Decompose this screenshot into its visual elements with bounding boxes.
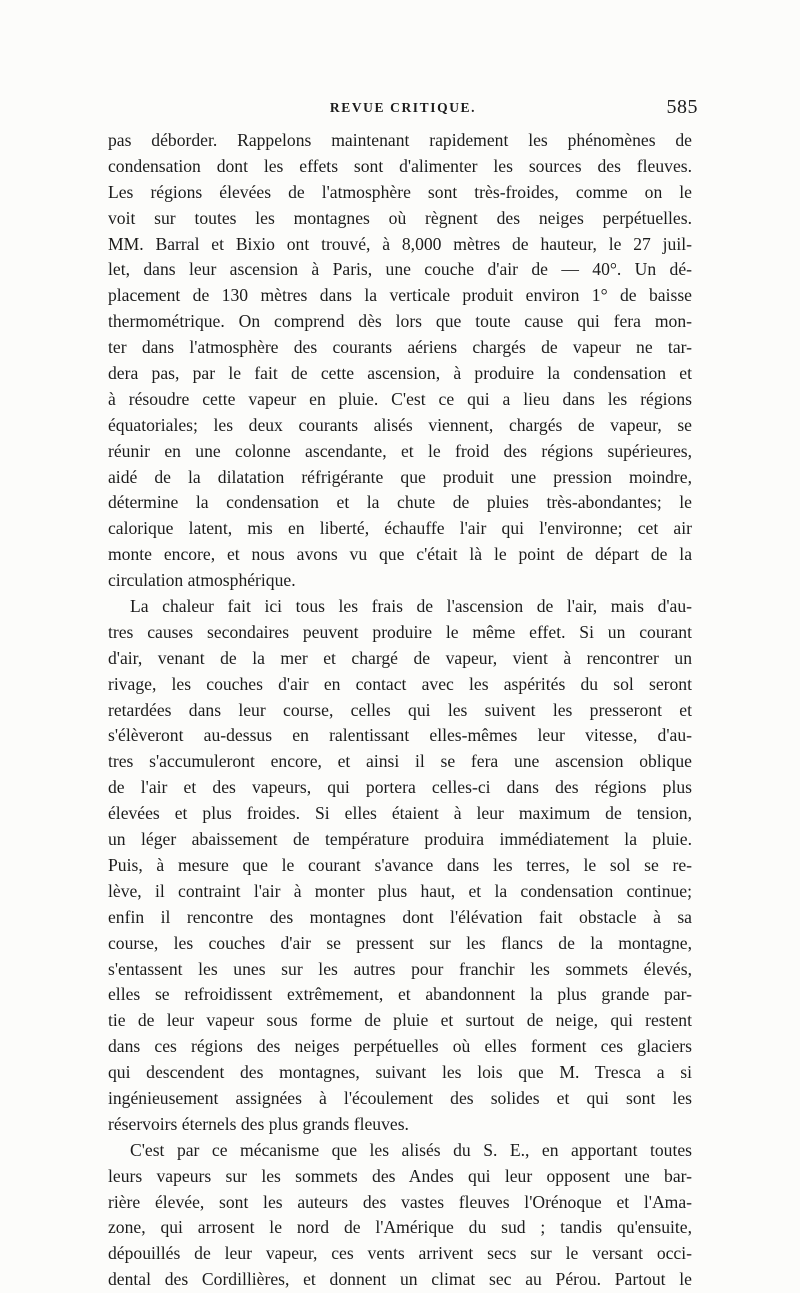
text-line: détermine la condensation et la chute de pluies très-abondantes; le — [108, 492, 692, 513]
text-line: circulation atmosphérique. — [108, 570, 296, 591]
text-line: s'élèveront au-dessus en ralentissant elles-mêmes leur vitesse, d'au- — [108, 725, 692, 746]
text-line: dans ces régions des neiges perpétuelles où elles forment ces glaciers — [108, 1036, 692, 1057]
text-line: rière élevée, sont les auteurs des vastes fleuves l'Orénoque et l'Ama- — [108, 1191, 692, 1212]
text-line: à résoudre cette vapeur en pluie. C'est ce qui a lieu dans les régions — [108, 388, 692, 409]
text-line: réservoirs éternels des plus grands fleuves. — [108, 1113, 409, 1134]
text-line: de l'air et des vapeurs, qui portera celles-ci dans des régions plus — [108, 777, 692, 798]
running-head — [108, 96, 698, 122]
text-line: retardées dans leur course, celles qui les suivent les presseront et — [108, 699, 692, 720]
text-line: calorique latent, mis en liberté, échauffe l'air qui l'environne; cet air — [108, 518, 692, 539]
text-line: dental des Cordillières, et donnent un climat sec au Pérou. Partout le — [108, 1269, 692, 1290]
text-line: rivage, les couches d'air en contact avec les aspérités du sol seront — [108, 673, 692, 694]
text-line: voit sur toutes les montagnes où règnent des neiges perpétuelles. — [108, 207, 692, 228]
text-line: leurs vapeurs sur les sommets des Andes qui leur opposent une bar- — [108, 1165, 692, 1186]
text-line: lève, il contraint l'air à monter plus haut, et la condensation continue; — [108, 880, 692, 901]
text-line: zone, qui arrosent le nord de l'Amérique du sud ; tandis qu'ensuite, — [108, 1217, 692, 1238]
text-line: ingénieusement assignées à l'écoulement des solides et qui sont les — [108, 1087, 692, 1108]
text-line: elles se refroidissent extrêmement, et abandonnent la plus grande par- — [108, 984, 692, 1005]
text-line: tres causes secondaires peuvent produire le même effet. Si un courant — [108, 621, 692, 642]
text-line: condensation dont les effets sont d'alimenter les sources des fleuves. — [108, 155, 692, 176]
text-line: C'est par ce mécanisme que les alisés du S. E., en apportant toutes — [130, 1139, 692, 1160]
page-number: 585 — [666, 96, 698, 118]
text-line: let, dans leur ascension à Paris, une couche d'air de — 40°. Un dé- — [108, 259, 692, 280]
text-line: Les régions élevées de l'atmosphère sont très-froides, comme on le — [108, 181, 692, 202]
text-line: équatoriales; les deux courants alisés viennent, chargés de vapeur, se — [108, 414, 692, 435]
text-line: La chaleur fait ici tous les frais de l'ascension de l'air, mais d'au- — [130, 596, 692, 617]
text-line: tie de leur vapeur sous forme de pluie et surtout de neige, qui restent — [108, 1010, 692, 1031]
text-line: élevées et plus froides. Si elles étaient à leur maximum de tension, — [108, 803, 692, 824]
text-line: monte encore, et nous avons vu que c'était là le point de départ de la — [108, 544, 692, 565]
text-line: qui descendent des montagnes, suivant les lois que M. Tresca a si — [108, 1062, 692, 1083]
text-line: dera pas, par le fait de cette ascension, à produire la condensation et — [108, 363, 692, 384]
text-line: un léger abaissement de température produira immédiatement la pluie. — [108, 829, 692, 850]
text-line: ter dans l'atmosphère des courants aériens chargés de vapeur ne tar- — [108, 337, 692, 358]
text-line: course, les couches d'air se pressent sur les flancs de la montagne, — [108, 932, 692, 953]
text-line: s'entassent les unes sur les autres pour franchir les sommets élevés, — [108, 958, 692, 979]
text-line: thermométrique. On comprend dès lors que toute cause qui fera mon- — [108, 311, 692, 332]
text-line: pas déborder. Rappelons maintenant rapidement les phénomènes de — [108, 130, 692, 150]
text-line: réunir en une colonne ascendante, et le froid des régions supérieures, — [108, 440, 692, 461]
text-line: placement de 130 mètres dans la verticale produit environ 1° de baisse — [108, 285, 692, 306]
text-line: aidé de la dilatation réfrigérante que produit une pression moindre, — [108, 466, 692, 487]
body-text — [108, 128, 692, 1293]
text-line: Puis, à mesure que le courant s'avance dans les terres, le sol se re- — [108, 854, 692, 875]
text-line: enfin il rencontre des montagnes dont l'élévation fait obstacle à sa — [108, 906, 692, 927]
text-line: d'air, venant de la mer et chargé de vapeur, vient à rencontrer un — [108, 647, 692, 668]
running-title: REVUE CRITIQUE. — [329, 100, 477, 115]
text-line: MM. Barral et Bixio ont trouvé, à 8,000 mètres de hauteur, le 27 juil- — [108, 233, 692, 254]
text-line: tres s'accumuleront encore, et ainsi il se fera une ascension oblique — [108, 751, 692, 772]
text-line: dépouillés de leur vapeur, ces vents arrivent secs sur le versant occi- — [108, 1243, 692, 1264]
